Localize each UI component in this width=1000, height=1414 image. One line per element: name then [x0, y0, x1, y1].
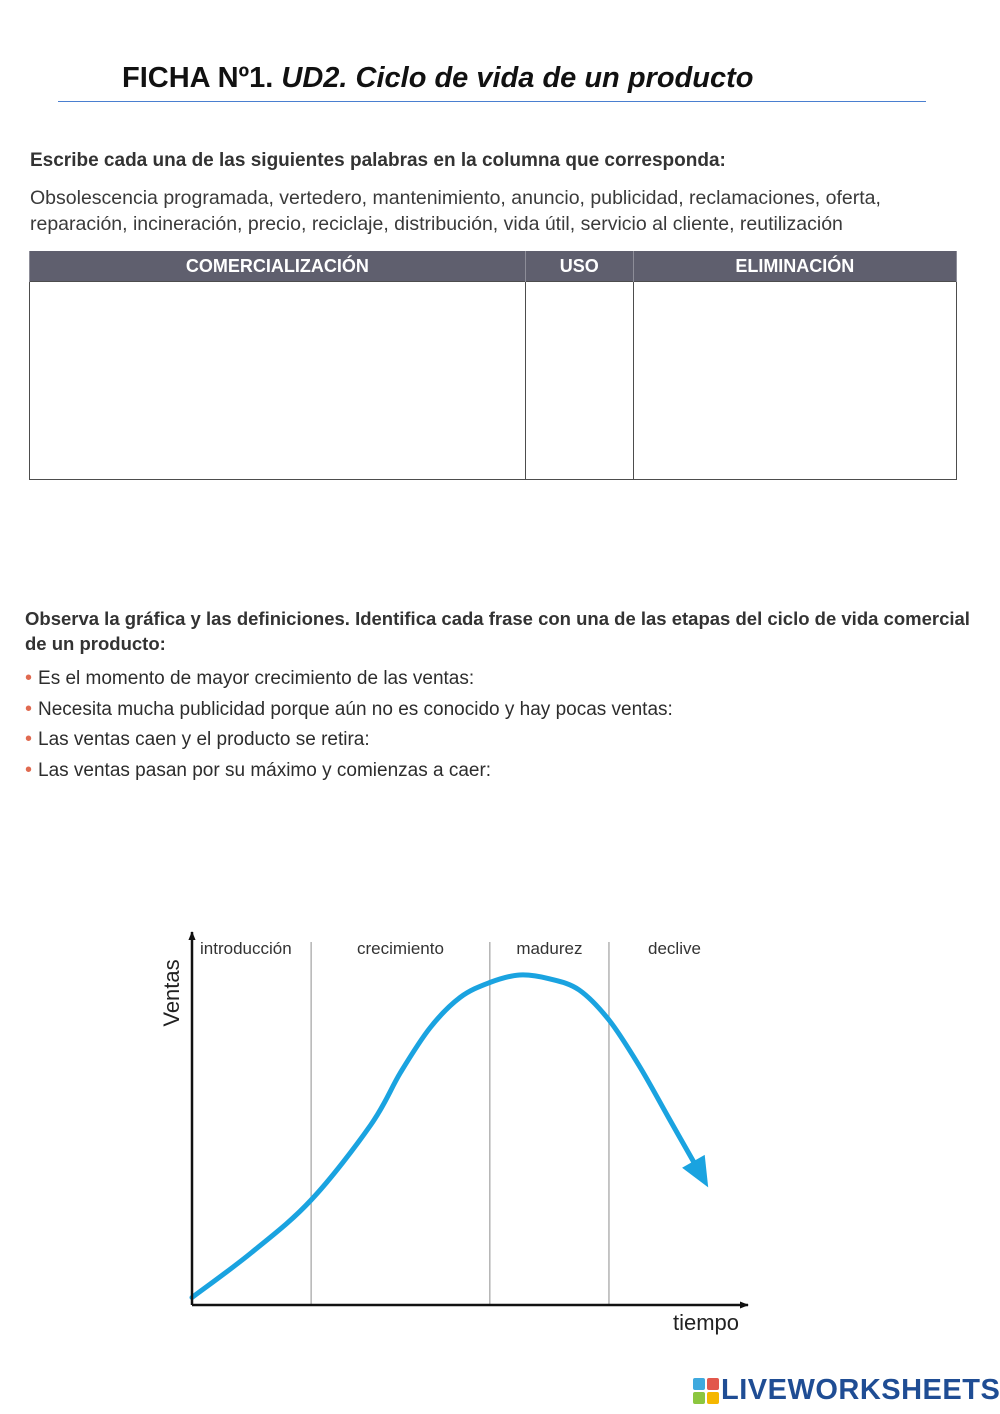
- definition-text: Es el momento de mayor crecimiento de las ventas:: [38, 668, 475, 689]
- definition-text: Las ventas caen y el producto se retira:: [38, 729, 370, 750]
- title-italic: UD2. Ciclo de vida de un producto: [281, 62, 754, 94]
- column-header-eliminacion: ELIMINACIÓN: [633, 251, 956, 282]
- column-header-uso: USO: [525, 251, 633, 282]
- bullet-dot-icon: •: [25, 758, 33, 781]
- stage-label: madurez: [516, 939, 583, 958]
- liveworksheets-logo-text: LIVEWORKSHEETS: [721, 1374, 1000, 1406]
- column-header-comercializacion: COMERCIALIZACIÓN: [30, 251, 526, 282]
- bullet-dot-icon: •: [25, 697, 33, 720]
- stage-label: declive: [648, 939, 701, 958]
- liveworksheets-logo: [693, 1374, 1000, 1407]
- definition-text: Las ventas pasan por su máximo y comienzas a caer:: [38, 759, 492, 781]
- bullet-dot-icon: •: [25, 667, 33, 689]
- exercise2-instruction: Observa la gráfica y las definiciones. Identifica cada frase con una de las etapas del ciclo de vida comercial de un producto:: [25, 608, 970, 654]
- liveworksheets-logo-icon: [693, 1378, 719, 1404]
- stage-label: introducción: [200, 939, 292, 958]
- exercise1-instruction: Escribe cada una de las siguientes palabras en la columna que corresponda:: [30, 150, 726, 171]
- title-bold: FICHA Nº1.: [122, 62, 274, 94]
- exercise1-word-list: Obsolescencia programada, vertedero, mantenimiento, anuncio, publicidad, reclamaciones, oferta, reparación, incineración, precio, reciclaje, distribución, vida útil, servicio al cliente, reutilización: [30, 187, 881, 235]
- sales-curve-line: [192, 975, 698, 1298]
- definition-text: Necesita mucha publicidad porque aún no es conocido y hay pocas ventas:: [38, 698, 673, 720]
- y-axis-label: Ventas: [158, 959, 184, 1027]
- x-axis-label: tiempo: [672, 1310, 740, 1335]
- bullet-dot-icon: •: [25, 728, 33, 750]
- stage-label: crecimiento: [357, 939, 444, 958]
